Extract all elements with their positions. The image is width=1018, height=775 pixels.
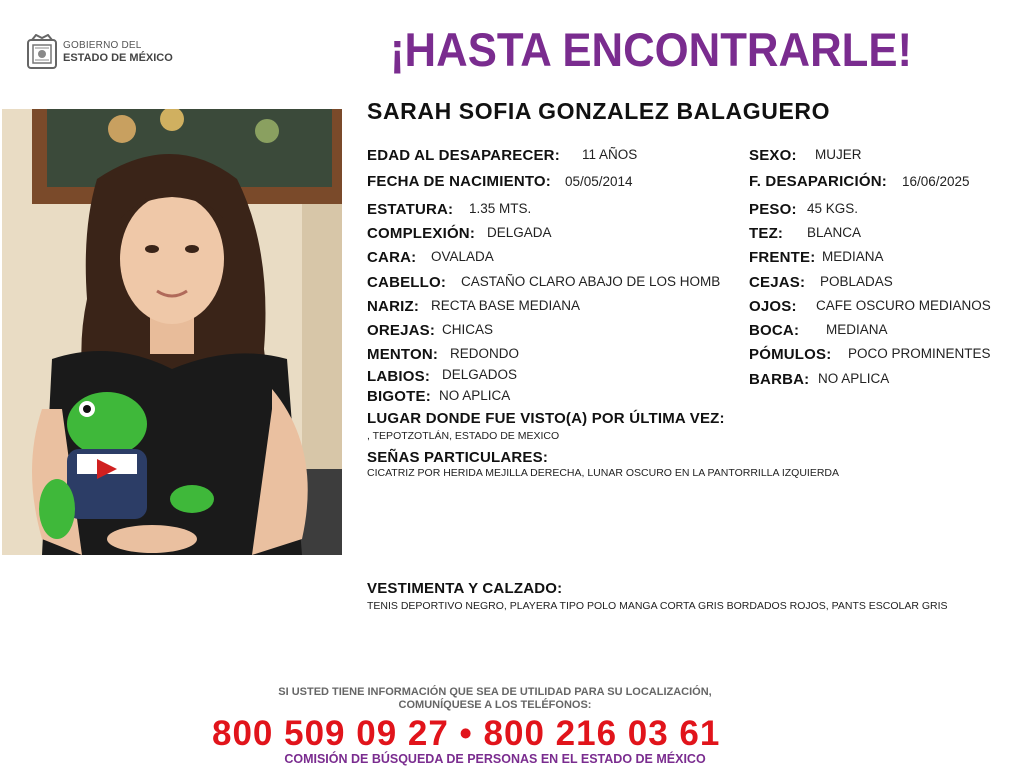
field-ears [367, 322, 494, 340]
field-value: MEDIANA [826, 322, 888, 337]
phone-numbers: 800 509 09 27 • 800 216 03 61 [212, 714, 721, 753]
field-label: OREJAS: [367, 322, 436, 339]
field-value: RECTA BASE MEDIANA [431, 298, 581, 313]
field-label: ESTATURA: [367, 201, 454, 218]
contact-line-2: COMUNÍQUESE A LOS TELÉFONOS: [398, 699, 592, 711]
clothing-value: TENIS DEPORTIVO NEGRO, PLAYERA TIPO POLO MANGA CORTA GRIS BORDADOS ROJOS, PANTS ESCOLAR GRIS [367, 600, 948, 612]
field-hair [367, 274, 721, 292]
field-label: CEJAS: [749, 274, 806, 291]
field-height [367, 201, 532, 219]
field-beard [749, 371, 890, 389]
field-value: BLANCA [807, 225, 862, 240]
logo-line-1: GOBIERNO DEL [63, 40, 142, 51]
field-face [367, 249, 494, 267]
field-chin [367, 346, 520, 364]
field-disappearance-date [749, 173, 970, 191]
field-label: FECHA DE NACIMIENTO: [367, 173, 551, 190]
field-value: 16/06/2025 [902, 174, 970, 189]
field-value: CAFE OSCURO MEDIANOS [816, 298, 991, 313]
field-value: REDONDO [450, 346, 520, 361]
field-sex [749, 147, 862, 165]
field-label: CABELLO: [367, 274, 447, 291]
contact-instructions [225, 686, 765, 712]
field-eyes [749, 298, 991, 316]
field-label: LABIOS: [367, 368, 431, 385]
field-label: COMPLEXIÓN: [367, 225, 476, 242]
field-mustache [367, 388, 511, 406]
field-value: CASTAÑO CLARO ABAJO DE LOS HOMB [461, 274, 721, 289]
headline: ¡HASTA ENCONTRARLE! [390, 23, 913, 76]
last-seen-label: LUGAR DONDE FUE VISTO(A) POR ÚLTIMA VEZ: [367, 410, 725, 427]
field-weight [749, 201, 859, 219]
field-value: NO APLICA [439, 388, 511, 403]
logo-line-2: ESTADO DE MÉXICO [63, 52, 173, 64]
field-value: MEDIANA [822, 249, 884, 264]
field-label: OJOS: [749, 298, 797, 315]
field-mouth [749, 322, 888, 340]
field-value: MUJER [815, 147, 862, 162]
field-cheekbones [749, 346, 991, 364]
field-eyebrows [749, 274, 893, 292]
field-forehead [749, 249, 884, 267]
field-label: NARIZ: [367, 298, 420, 315]
agency-name: COMISIÓN DE BÚSQUEDA DE PERSONAS EN EL ESTADO DE MÉXICO [284, 752, 706, 766]
field-label: EDAD AL DESAPARECER: [367, 147, 560, 164]
field-nose [367, 298, 581, 316]
clothing-label: VESTIMENTA Y CALZADO: [367, 580, 563, 597]
field-label: SEXO: [749, 147, 797, 164]
field-label: MENTON: [367, 346, 439, 363]
field-age [367, 147, 638, 165]
particular-signs-label: SEÑAS PARTICULARES: [367, 449, 549, 466]
field-label: BIGOTE: [367, 388, 431, 405]
field-value: POCO PROMINENTES [848, 346, 991, 361]
field-skin [749, 225, 862, 243]
government-logo [26, 34, 173, 70]
field-value: DELGADOS [442, 367, 518, 382]
field-label: PESO: [749, 201, 797, 218]
field-value: 05/05/2014 [565, 174, 633, 189]
field-value: 1.35 MTS. [469, 201, 532, 216]
contact-line-1: SI USTED TIENE INFORMACIÓN QUE SEA DE UTILIDAD PARA SU LOCALIZACIÓN, [278, 686, 712, 698]
state-seal-icon [26, 34, 58, 70]
field-lips [367, 367, 518, 386]
field-birthdate [367, 173, 633, 191]
field-value: 45 KGS. [807, 201, 859, 216]
field-build [367, 225, 552, 243]
field-label: FRENTE: [749, 249, 816, 266]
last-seen-value: , TEPOTZOTLÁN, ESTADO DE MEXICO [367, 430, 560, 442]
field-value: DELGADA [487, 225, 552, 240]
field-value: NO APLICA [818, 371, 890, 386]
person-name: SARAH SOFIA GONZALEZ BALAGUERO [367, 98, 831, 124]
field-label: PÓMULOS: [749, 346, 832, 363]
field-label: F. DESAPARICIÓN: [749, 173, 887, 190]
missing-person-photo [2, 109, 342, 555]
field-value: 11 AÑOS [582, 147, 638, 162]
field-label: TEZ: [749, 225, 784, 242]
field-label: BARBA: [749, 371, 810, 388]
field-label: BOCA: [749, 322, 800, 339]
field-value: POBLADAS [820, 274, 893, 289]
field-label: CARA: [367, 249, 417, 266]
field-value: OVALADA [431, 249, 494, 264]
field-value: CHICAS [442, 322, 494, 337]
particular-signs-value: CICATRIZ POR HERIDA MEJILLA DERECHA, LUNAR OSCURO EN LA PANTORRILLA IZQUIERDA [367, 467, 840, 479]
